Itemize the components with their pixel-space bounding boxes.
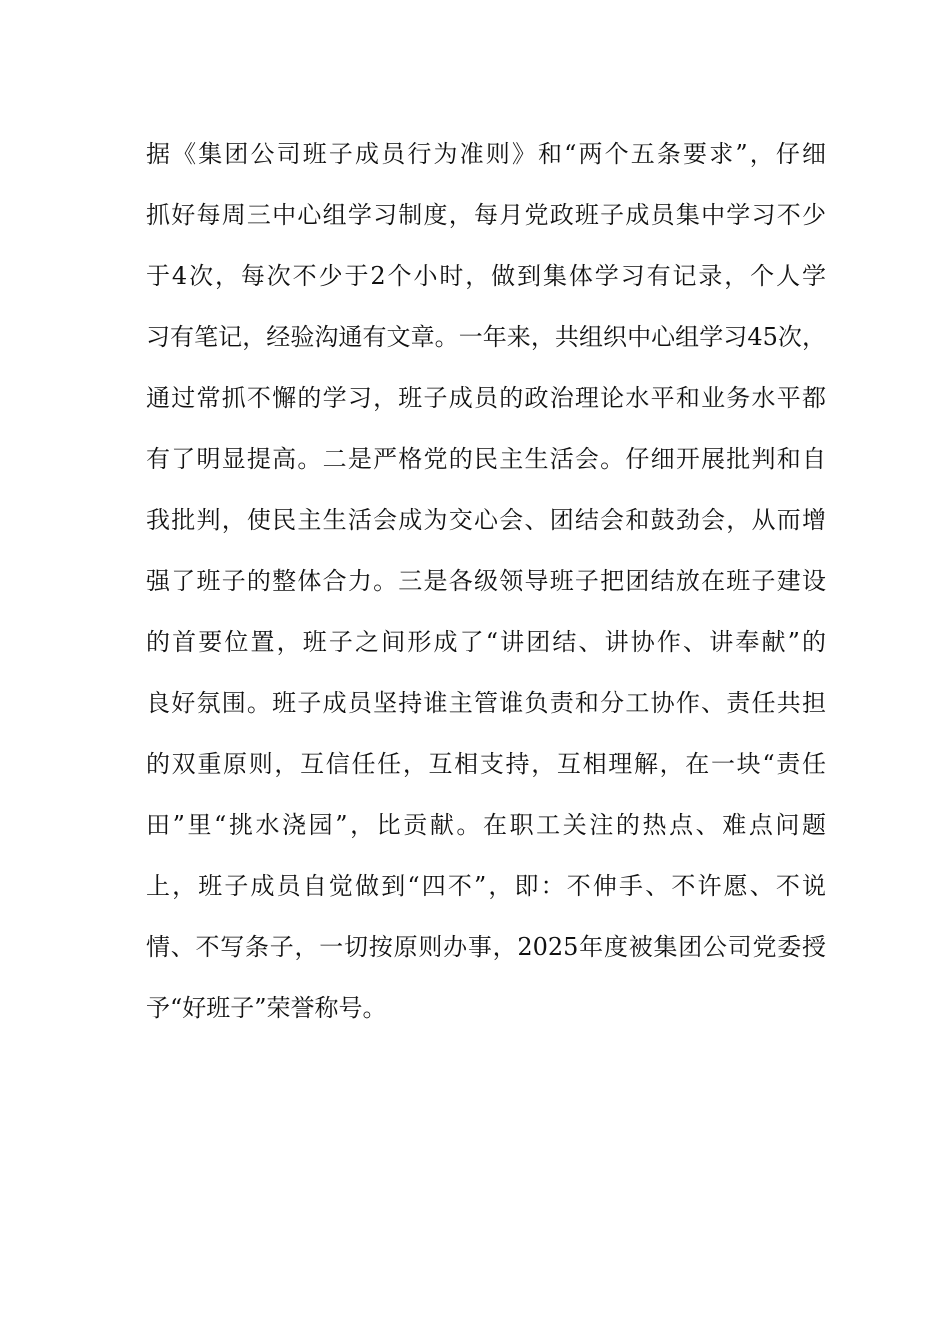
text-line: 良好氛围。班子成员坚持谁主管谁负责和分工协作、责任共担 (146, 689, 826, 717)
body-paragraph (146, 132, 826, 1047)
text-line: 强了班子的整体合力。三是各级领导班子把团结放在班子建设 (146, 567, 826, 595)
text-line: 通过常抓不懈的学习，班子成员的政治理论水平和业务水平都 (146, 384, 826, 412)
text-line: 的首要位置，班子之间形成了“讲团结、讲协作、讲奉献”的 (146, 628, 826, 656)
text-line: 有了明显提高。二是严格党的民主生活会。仔细开展批判和自 (146, 445, 826, 473)
text-line: 上，班子成员自觉做到“四不”，即：不伸手、不许愿、不说 (146, 872, 826, 900)
text-line: 我批判，使民主生活会成为交心会、团结会和鼓劲会，从而增 (146, 506, 826, 534)
text-line: 的双重原则，互信任任，互相支持，互相理解，在一块“责任 (146, 750, 826, 778)
text-line: 情、不写条子，一切按原则办事，2025年度被集团公司党委授 (146, 933, 826, 961)
text-line: 田”里“挑水浇园”，比贡献。在职工关注的热点、难点问题 (146, 811, 826, 839)
text-line-last: 予“好班子”荣誉称号。 (146, 994, 387, 1022)
text-line: 于4次，每次不少于2个小时，做到集体学习有记录，个人学 (146, 262, 826, 290)
text-line: 习有笔记，经验沟通有文章。一年来，共组织中心组学习45次， (146, 323, 826, 351)
text-line: 据《集团公司班子成员行为准则》和“两个五条要求”，仔细 (146, 140, 826, 168)
text-line: 抓好每周三中心组学习制度，每月党政班子成员集中学习不少 (146, 201, 826, 229)
